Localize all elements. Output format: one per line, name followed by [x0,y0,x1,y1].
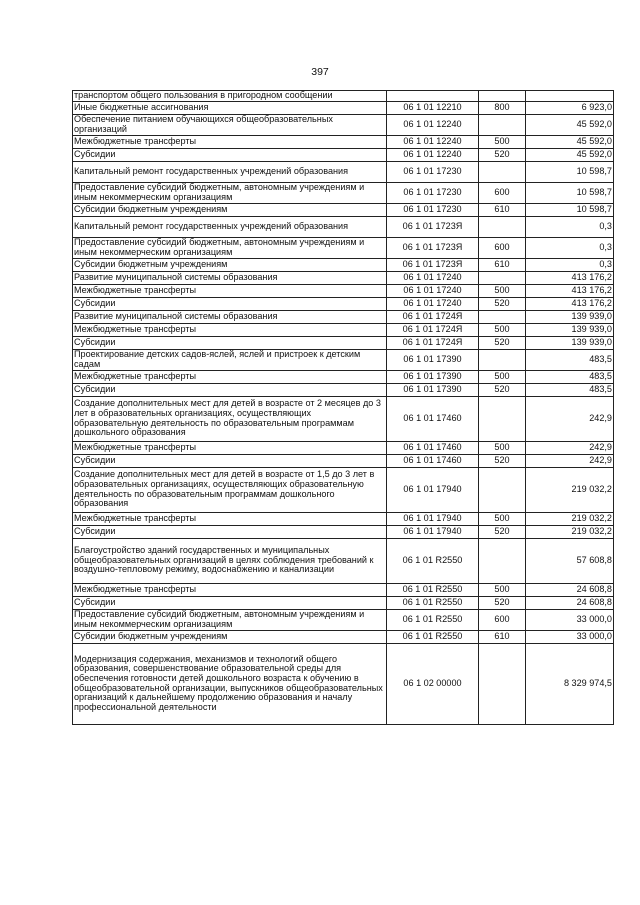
cell-vr: 520 [479,454,526,467]
cell-name: Развитие муниципальной системы образования [73,271,387,284]
cell-code: 06 1 01 1723Я [387,216,479,237]
cell-vr: 520 [479,525,526,538]
table-row [73,583,614,596]
table-row [73,161,614,182]
cell-code: 06 1 01 1723Я [387,237,479,258]
cell-sum: 10 598,7 [526,161,614,182]
cell-code: 06 1 01 R2550 [387,583,479,596]
cell-code: 06 1 01 1723Я [387,258,479,271]
cell-code: 06 1 01 1724Я [387,323,479,336]
cell-code: 06 1 01 17230 [387,182,479,203]
table-row [73,91,614,102]
cell-name: Межбюджетные трансферты [73,323,387,336]
cell-vr: 600 [479,609,526,630]
table-row [73,114,614,135]
cell-sum: 6 923,0 [526,101,614,114]
table-row [73,258,614,271]
cell-vr: 500 [479,135,526,148]
table-row [73,297,614,310]
cell-sum: 57 608,8 [526,538,614,583]
cell-sum: 33 000,0 [526,609,614,630]
cell-code: 06 1 01 17230 [387,161,479,182]
cell-code: 06 1 01 R2550 [387,630,479,643]
cell-code: 06 1 01 1724Я [387,310,479,323]
table-row [73,370,614,383]
cell-vr: 800 [479,101,526,114]
table-row [73,383,614,396]
cell-vr: 520 [479,596,526,609]
cell-code: 06 1 01 12240 [387,148,479,161]
cell-sum: 10 598,7 [526,203,614,216]
cell-vr [479,91,526,102]
cell-code: 06 1 01 12240 [387,135,479,148]
cell-code: 06 1 01 R2550 [387,596,479,609]
table-row [73,396,614,441]
cell-name: Межбюджетные трансферты [73,441,387,454]
table-row [73,630,614,643]
table-row [73,101,614,114]
cell-vr [479,114,526,135]
table-row [73,216,614,237]
cell-code: 06 1 01 17940 [387,512,479,525]
cell-name: Предоставление субсидий бюджетным, автономным учреждениям и иным некоммерческим организациям [73,182,387,203]
cell-code: 06 1 01 17940 [387,467,479,512]
table-row [73,323,614,336]
cell-sum: 139 939,0 [526,323,614,336]
cell-name: Благоустройство зданий государственных и муниципальных общеобразовательных организаций в целях соблюдения требований к воздушно-тепловому режиму, водоснабжению и канализации [73,538,387,583]
cell-sum: 0,3 [526,258,614,271]
cell-sum: 8 329 974,5 [526,643,614,724]
table-row [73,525,614,538]
cell-name: Субсидии бюджетным учреждениям [73,203,387,216]
cell-name: Субсидии [73,336,387,349]
cell-name: Проектирование детских садов-яслей, яслей и пристроек к детским садам [73,349,387,370]
cell-code: 06 1 01 12210 [387,101,479,114]
cell-name: Субсидии [73,596,387,609]
cell-code: 06 1 01 1724Я [387,336,479,349]
cell-code: 06 1 01 17460 [387,441,479,454]
table-row [73,596,614,609]
cell-sum: 413 176,2 [526,271,614,284]
table-row [73,237,614,258]
cell-name: Субсидии бюджетным учреждениям [73,258,387,271]
cell-name: Межбюджетные трансферты [73,135,387,148]
table-row [73,182,614,203]
cell-code: 06 1 01 17390 [387,383,479,396]
cell-name: Капитальный ремонт государственных учреждений образования [73,161,387,182]
cell-vr [479,643,526,724]
cell-sum: 45 592,0 [526,135,614,148]
cell-name: Обеспечение питанием обучающихся общеобразовательных организаций [73,114,387,135]
table-row [73,271,614,284]
cell-code: 06 1 01 R2550 [387,609,479,630]
cell-sum: 413 176,2 [526,284,614,297]
cell-name: Межбюджетные трансферты [73,583,387,596]
table-row [73,643,614,724]
table-row [73,336,614,349]
cell-vr: 520 [479,383,526,396]
table-row [73,454,614,467]
table-row [73,441,614,454]
cell-sum: 483,5 [526,349,614,370]
cell-code: 06 1 01 17230 [387,203,479,216]
page-number: 397 [311,66,329,78]
cell-sum: 45 592,0 [526,148,614,161]
cell-vr [479,538,526,583]
cell-vr: 610 [479,203,526,216]
cell-sum: 242,9 [526,441,614,454]
cell-name: Межбюджетные трансферты [73,512,387,525]
cell-sum: 24 608,8 [526,596,614,609]
cell-sum: 33 000,0 [526,630,614,643]
cell-vr [479,161,526,182]
cell-vr [479,396,526,441]
cell-sum: 139 939,0 [526,310,614,323]
cell-name: Межбюджетные трансферты [73,370,387,383]
cell-name: Иные бюджетные ассигнования [73,101,387,114]
table-row [73,310,614,323]
cell-vr: 600 [479,182,526,203]
cell-sum: 219 032,2 [526,467,614,512]
cell-name: Субсидии бюджетным учреждениям [73,630,387,643]
cell-code: 06 1 01 17390 [387,349,479,370]
cell-sum: 219 032,2 [526,525,614,538]
cell-sum: 24 608,8 [526,583,614,596]
table-row [73,538,614,583]
cell-sum: 0,3 [526,237,614,258]
cell-code: 06 1 01 17460 [387,396,479,441]
cell-code: 06 1 01 12240 [387,114,479,135]
cell-sum: 413 176,2 [526,297,614,310]
cell-vr: 610 [479,258,526,271]
cell-name: Предоставление субсидий бюджетным, автономным учреждениям и иным некоммерческим организациям [73,237,387,258]
table-row [73,349,614,370]
cell-sum: 242,9 [526,396,614,441]
cell-vr: 500 [479,284,526,297]
cell-sum [526,91,614,102]
cell-code [387,91,479,102]
cell-code: 06 1 01 17240 [387,271,479,284]
cell-vr [479,271,526,284]
cell-vr: 500 [479,323,526,336]
table-row [73,203,614,216]
cell-vr [479,467,526,512]
cell-sum: 242,9 [526,454,614,467]
cell-name: Капитальный ремонт государственных учреждений образования [73,216,387,237]
cell-vr: 520 [479,336,526,349]
budget-table [72,90,614,725]
cell-code: 06 1 01 17460 [387,454,479,467]
cell-name: Межбюджетные трансферты [73,284,387,297]
cell-name: Субсидии [73,148,387,161]
cell-name: Субсидии [73,383,387,396]
cell-vr: 520 [479,148,526,161]
cell-code: 06 1 01 R2550 [387,538,479,583]
cell-name: Субсидии [73,297,387,310]
cell-code: 06 1 02 00000 [387,643,479,724]
cell-name: Развитие муниципальной системы образования [73,310,387,323]
cell-vr: 610 [479,630,526,643]
cell-vr [479,310,526,323]
cell-sum: 0,3 [526,216,614,237]
cell-name: Модернизация содержания, механизмов и технологий общего образования, совершенствование образовательной среды для обеспечения готовности детей дошкольного возраста к обучению в общеобразовательной организации, выпускников общеобразовательных организаций к дальнейшему продолжению образования и началу профессиональной деятельности [73,643,387,724]
cell-name: Предоставление субсидий бюджетным, автономным учреждениям и иным некоммерческим организациям [73,609,387,630]
cell-code: 06 1 01 17940 [387,525,479,538]
cell-code: 06 1 01 17390 [387,370,479,383]
table-row [73,135,614,148]
cell-code: 06 1 01 17240 [387,297,479,310]
cell-vr: 500 [479,441,526,454]
cell-vr [479,349,526,370]
cell-vr: 600 [479,237,526,258]
cell-vr: 500 [479,512,526,525]
cell-vr: 500 [479,370,526,383]
cell-name: Создание дополнительных мест для детей в возрасте от 2 месяцев до 3 лет в образовательных организациях, осуществляющих образовательную деятельность по образовательным программам дошкольного образования [73,396,387,441]
table-row [73,512,614,525]
cell-name: транспортом общего пользования в пригородном сообщении [73,91,387,102]
cell-code: 06 1 01 17240 [387,284,479,297]
table-row [73,467,614,512]
cell-sum: 45 592,0 [526,114,614,135]
cell-sum: 219 032,2 [526,512,614,525]
cell-sum: 483,5 [526,370,614,383]
table-row [73,148,614,161]
cell-sum: 139 939,0 [526,336,614,349]
cell-vr: 520 [479,297,526,310]
cell-name: Создание дополнительных мест для детей в возрасте от 1,5 до 3 лет в образовательных организациях, осуществляющих образовательную деятельность по образовательным программам дошкольного образования [73,467,387,512]
cell-sum: 10 598,7 [526,182,614,203]
cell-vr: 500 [479,583,526,596]
cell-sum: 483,5 [526,383,614,396]
cell-name: Субсидии [73,454,387,467]
cell-name: Субсидии [73,525,387,538]
table-row [73,284,614,297]
cell-vr [479,216,526,237]
table-row [73,609,614,630]
